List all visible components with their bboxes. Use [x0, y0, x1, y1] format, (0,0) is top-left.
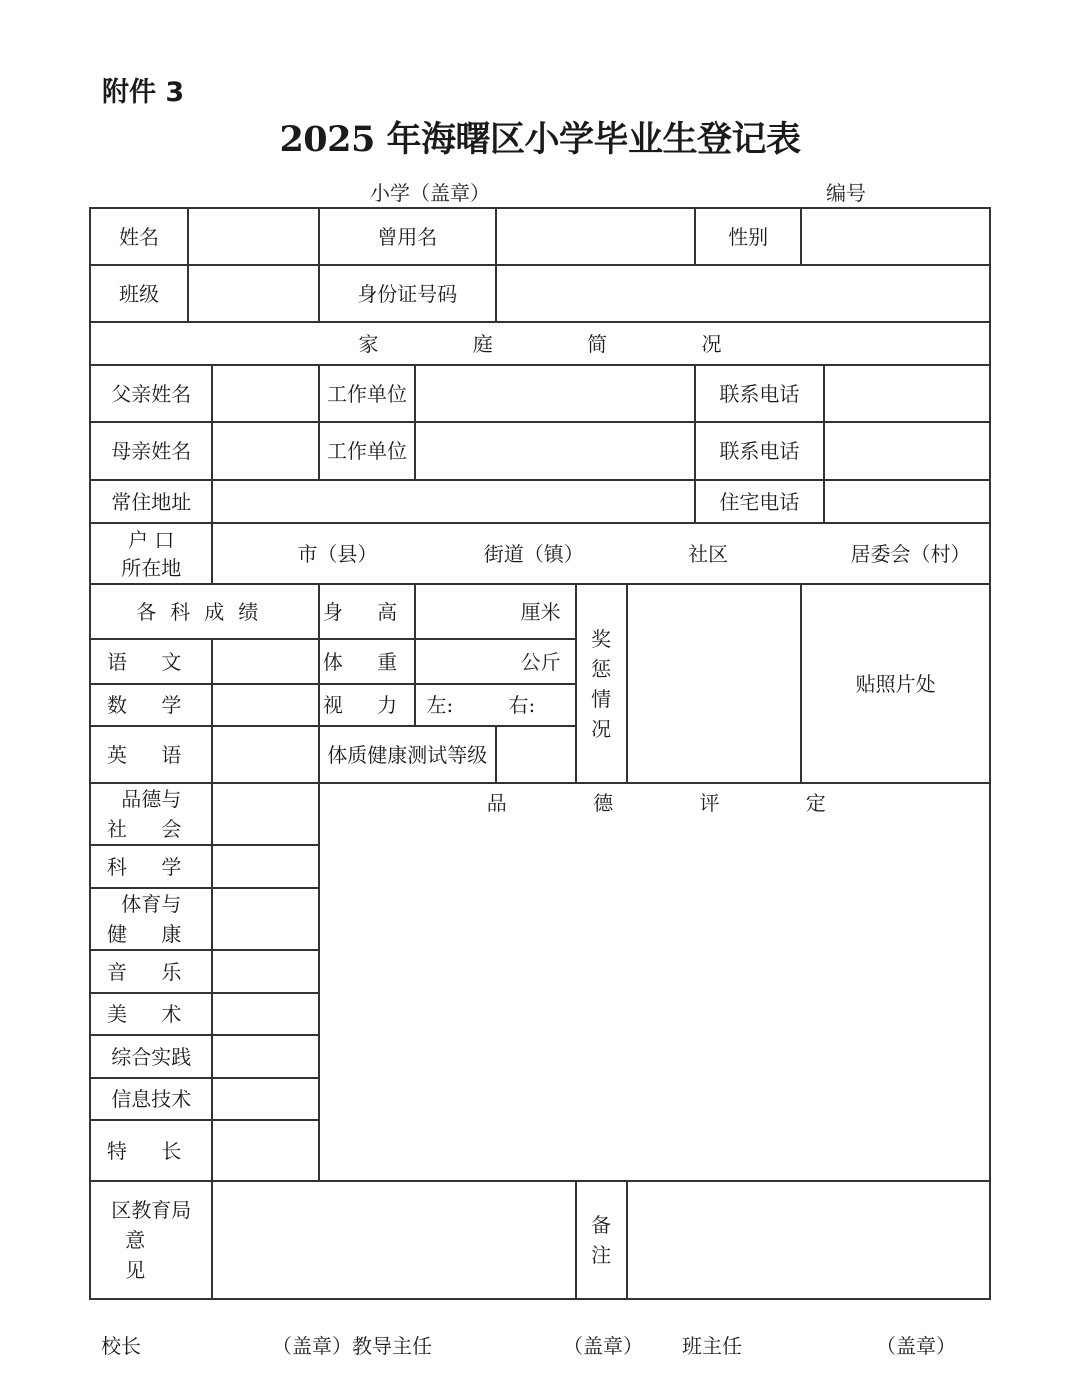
weight-field[interactable] [415, 639, 575, 684]
awards-char-3: 情 [591, 686, 612, 711]
address-field[interactable] [212, 480, 695, 523]
height-field[interactable] [415, 584, 575, 639]
art-score[interactable] [212, 993, 318, 1035]
practice-score[interactable] [212, 1035, 318, 1078]
pe-label [90, 888, 212, 950]
former-name-label: 曾用名 [319, 208, 497, 265]
mother-work-label: 工作单位 [319, 422, 416, 480]
page-title: 2025 年海曙区小学毕业生登记表 [279, 119, 801, 160]
vision-field[interactable] [415, 684, 575, 726]
former-name-field[interactable] [496, 208, 695, 265]
math-score[interactable] [212, 684, 318, 726]
practice-label: 综合实践 [90, 1035, 212, 1078]
remark-label [576, 1181, 627, 1299]
head-teacher-seal: （盖章） [876, 1334, 956, 1358]
head-teacher-label: 班主任 [682, 1334, 742, 1358]
morality-score[interactable] [212, 783, 318, 845]
father-name-label: 父亲姓名 [90, 365, 212, 422]
vision-left: 左: [426, 693, 454, 717]
science-score[interactable] [212, 845, 318, 888]
attachment-label: 附件 3 [102, 77, 185, 108]
bureau-opinion-label [90, 1181, 212, 1299]
it-label: 信息技术 [90, 1078, 212, 1120]
morality-label [90, 783, 212, 845]
serial-number-label: 编号 [826, 181, 866, 205]
id-number-label: 身份证号码 [319, 265, 497, 322]
remark-char-1: 备 [591, 1213, 612, 1237]
gender-field[interactable] [801, 208, 990, 265]
address-label: 常住地址 [90, 480, 212, 523]
father-name-field[interactable] [212, 365, 318, 422]
art-label: 美 术 [90, 993, 212, 1035]
hukou-label-line2: 所在地 [121, 555, 182, 580]
height-unit: 厘米 [520, 599, 561, 624]
science-label: 科 学 [90, 845, 212, 888]
school-seal-label: 小学（盖章） [370, 181, 490, 205]
home-phone-label: 住宅电话 [695, 480, 824, 523]
gender-label: 性别 [695, 208, 801, 265]
mother-work-field[interactable] [415, 422, 695, 480]
morality-line2: 社 会 [107, 817, 196, 841]
specialty-label: 特 长 [90, 1120, 212, 1181]
mother-name-field[interactable] [212, 422, 318, 480]
chinese-label: 语 文 [90, 639, 212, 684]
hukou-committee: 居委会（村） [850, 541, 971, 566]
registration-form [89, 207, 991, 1300]
it-score[interactable] [212, 1078, 318, 1120]
hukou-street: 街道（镇） [483, 541, 584, 566]
vision-right: 右: [508, 693, 536, 717]
remark-field[interactable] [627, 1181, 990, 1299]
height-label: 身 高 [319, 584, 416, 639]
weight-label: 体 重 [319, 639, 416, 684]
class-field[interactable] [188, 265, 319, 322]
father-work-label: 工作单位 [319, 365, 416, 422]
morality-line1: 品德与 [121, 787, 182, 811]
family-heading: 家 庭 简 况 [90, 322, 990, 365]
english-score[interactable] [212, 726, 318, 783]
awards-char-2: 惩 [591, 656, 612, 681]
dean-seal: （盖章） [563, 1334, 643, 1358]
pe-score[interactable] [212, 888, 318, 950]
awards-field[interactable] [627, 584, 802, 783]
english-label: 英 语 [90, 726, 212, 783]
dean-seal-label: （盖章）教导主任 [272, 1334, 432, 1358]
math-label: 数 学 [90, 684, 212, 726]
father-work-field[interactable] [415, 365, 695, 422]
class-label: 班级 [90, 265, 188, 322]
awards-char-1: 奖 [591, 626, 612, 651]
hukou-city: 市（县） [297, 541, 378, 566]
hukou-label-line1: 户 口 [128, 527, 175, 552]
remark-char-2: 注 [591, 1243, 612, 1267]
vision-label: 视 力 [319, 684, 416, 726]
photo-area[interactable]: 贴照片处 [801, 584, 990, 783]
weight-unit: 公斤 [520, 649, 561, 674]
name-field[interactable] [188, 208, 319, 265]
awards-label [576, 584, 627, 783]
name-label: 姓名 [90, 208, 188, 265]
bureau-line1: 区教育局 [111, 1198, 192, 1222]
pe-line1: 体育与 [121, 892, 182, 916]
bureau-line2: 意 见 [125, 1228, 178, 1282]
hukou-community: 社区 [688, 541, 729, 566]
mother-phone-field[interactable] [824, 422, 990, 480]
music-label: 音 乐 [90, 950, 212, 993]
father-phone-field[interactable] [824, 365, 990, 422]
music-score[interactable] [212, 950, 318, 993]
principal-label: 校长 [101, 1334, 141, 1358]
specialty-field[interactable] [212, 1120, 990, 1181]
hukou-label [90, 523, 212, 584]
moral-evaluation-heading: 品 德 评 定 [486, 791, 866, 815]
id-number-field[interactable] [496, 265, 990, 322]
mother-name-label: 母亲姓名 [90, 422, 212, 480]
mother-phone-label: 联系电话 [695, 422, 824, 480]
pe-line2: 健 康 [107, 922, 196, 946]
chinese-score[interactable] [212, 639, 318, 684]
bureau-opinion-field[interactable] [212, 1181, 575, 1299]
grades-heading: 各科成绩 [90, 584, 319, 639]
awards-char-4: 况 [591, 716, 612, 741]
hukou-field[interactable] [212, 523, 990, 584]
father-phone-label: 联系电话 [695, 365, 824, 422]
fitness-level-field[interactable] [496, 726, 576, 783]
fitness-level-label: 体质健康测试等级 [319, 726, 497, 783]
home-phone-field[interactable] [824, 480, 990, 523]
